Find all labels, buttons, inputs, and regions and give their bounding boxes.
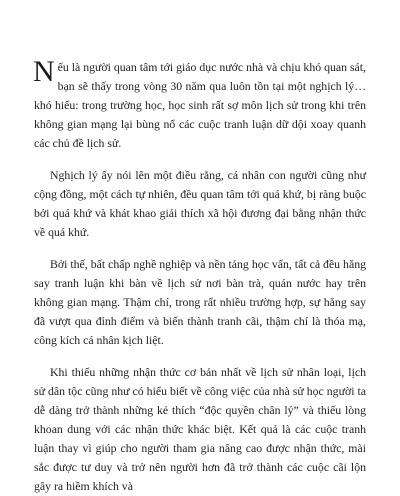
paragraph-3: Bởi thế, bất chấp nghề nghiệp và nền tảng học vấn, tất cả đều hăng say tranh luận khi bàn về lịch sử nơi bàn trà, quán nước hay trên không gian mạng. Thậm chí, trong rất nhiều trường hợp, sự hăng say đã vượt qua đỉnh điểm và biến thành tranh cãi, thậm chí là thóa mạ, công kích cá nhân kịch liệt. xyxy=(34,257,366,347)
drop-cap-letter: N xyxy=(33,55,55,88)
paragraph-1-text: ếu là người quan tâm tới giáo dục nước nhà và chịu khó quan sát, bạn sẽ thấy trong vòng 30 năm qua luôn tồn tại một nghịch lý… khó hiểu: trong trường học, học sinh rất sợ môn lịch sử trong khi trên không gian mạng lại bùng nổ các cuộc tranh luận dữ dội xoay quanh các chủ đề lịch sử. xyxy=(34,60,366,150)
paragraph-2: Nghịch lý ấy nói lên một điều rằng, cá nhân con người cũng như cộng đồng, một cách tự nhiên, đều quan tâm tới quá khứ, bị ràng buộc bởi quá khứ và khát khao giải thích xã hội đương đại bằng nhận thức về quá khứ. xyxy=(34,168,366,239)
body-text xyxy=(33,55,366,496)
paragraph-4: Khi thiếu những nhận thức cơ bản nhất về lịch sử nhân loại, lịch sử dân tộc cũng như có hiểu biết về công việc của nhà sử học người ta dễ dàng trở thành những kẻ thích “độc quyền chân lý” và thiếu lòng khoan dung với các nhận thức khác biệt. Kết quả là các cuộc tranh luận thay vì giúp cho người tham gia nâng cao được nhận thức, mài sắc được tư duy và trở nên người hơn đã trở thành các cuộc cãi lộn gây ra hiềm khích và xyxy=(34,365,366,493)
paragraph-1 xyxy=(33,55,366,153)
